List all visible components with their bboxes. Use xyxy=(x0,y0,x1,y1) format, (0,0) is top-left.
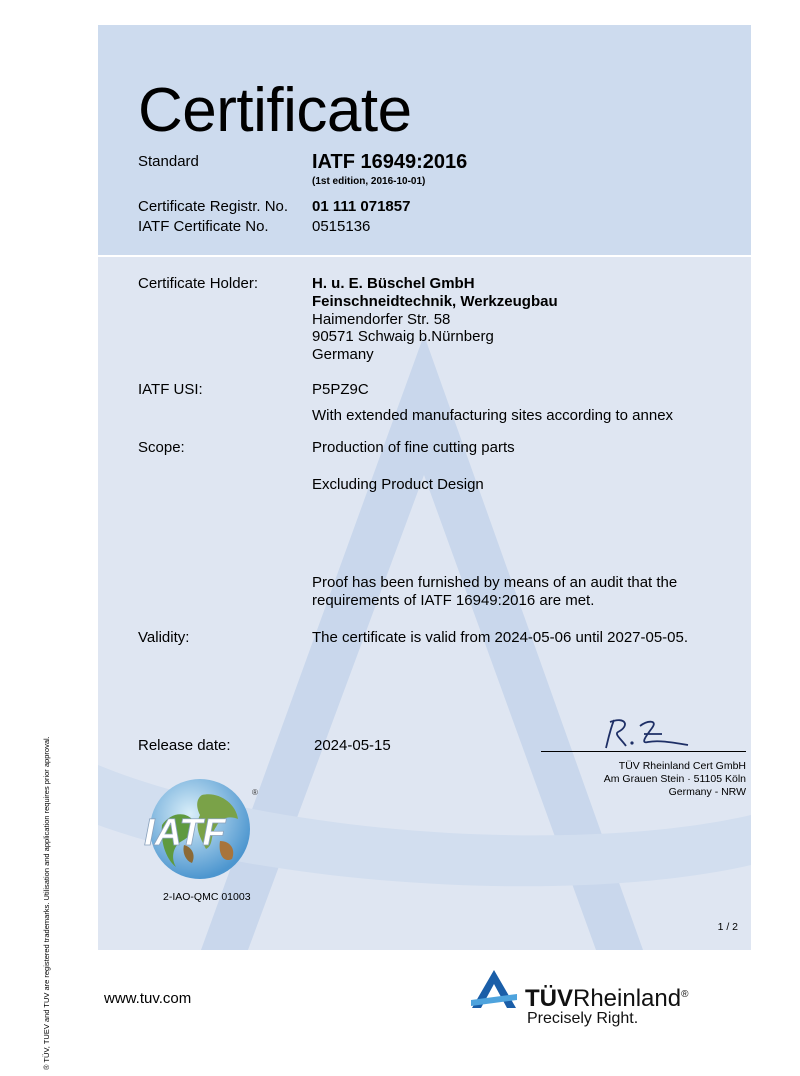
iatf-logo-text: IATF xyxy=(144,812,226,854)
page-indicator: 1 / 2 xyxy=(717,921,738,933)
registr-value: 01 111 071857 xyxy=(312,198,411,215)
scope-line1: Production of fine cutting parts xyxy=(312,439,515,456)
holder-label: Certificate Holder: xyxy=(138,275,259,292)
website-link[interactable]: www.tuv.com xyxy=(104,990,192,1007)
standard-label: Standard xyxy=(138,153,199,170)
tuv-brand-rest: Rheinland xyxy=(573,985,682,1012)
proof-line2: requirements of IATF 16949:2016 are met. xyxy=(312,592,595,609)
issuer-region: Germany - NRW xyxy=(668,786,746,798)
holder-street: Haimendorfer Str. 58 xyxy=(312,311,451,328)
trademark-note: ® TÜV, TUEV and TUV are registered trademarks. Utilisation and application requires prior approval. xyxy=(42,736,51,1070)
release-label: Release date: xyxy=(138,737,231,754)
scope-label: Scope: xyxy=(138,439,185,456)
validity-label: Validity: xyxy=(138,629,190,646)
usi-label: IATF USI: xyxy=(138,381,203,398)
tuv-slogan: Precisely Right. xyxy=(527,1010,639,1027)
tuv-brand-bold: TÜV xyxy=(525,985,573,1012)
signature-line xyxy=(541,751,746,752)
page-title: Certificate xyxy=(138,76,412,145)
registr-label: Certificate Registr. No. xyxy=(138,198,289,215)
iatf-no-value: 0515136 xyxy=(312,218,371,235)
holder-division: Feinschneidtechnik, Werkzeugbau xyxy=(312,293,558,310)
signature xyxy=(596,712,696,752)
iatf-no-label: IATF Certificate No. xyxy=(138,218,269,235)
issuer-name: TÜV Rheinland Cert GmbH xyxy=(618,760,746,772)
usi-note: With extended manufacturing sites according to annex xyxy=(312,407,674,424)
holder-name: H. u. E. Büschel GmbH xyxy=(312,275,475,292)
proof-line1: Proof has been furnished by means of an audit that the xyxy=(312,574,678,591)
svg-text:®: ® xyxy=(252,788,258,797)
iatf-code: 2-IAO-QMC 01003 xyxy=(163,891,251,903)
issuer-address: Am Grauen Stein · 51105 Köln xyxy=(603,773,746,785)
validity-text: The certificate is valid from 2024-05-06 until 2027-05-05. xyxy=(312,629,689,646)
standard-edition: (1st edition, 2016-10-01) xyxy=(312,176,426,187)
release-value: 2024-05-15 xyxy=(314,737,391,754)
scope-line2: Excluding Product Design xyxy=(312,476,484,493)
standard-value: IATF 16949:2016 xyxy=(312,151,468,173)
usi-value: P5PZ9C xyxy=(312,381,369,398)
tuv-triangle-icon xyxy=(471,968,517,1010)
holder-city: 90571 Schwaig b.Nürnberg xyxy=(312,328,494,345)
tuv-brand-name: TÜVRheinland® xyxy=(525,985,689,1012)
holder-country: Germany xyxy=(312,346,374,363)
iatf-globe-logo xyxy=(140,775,265,883)
